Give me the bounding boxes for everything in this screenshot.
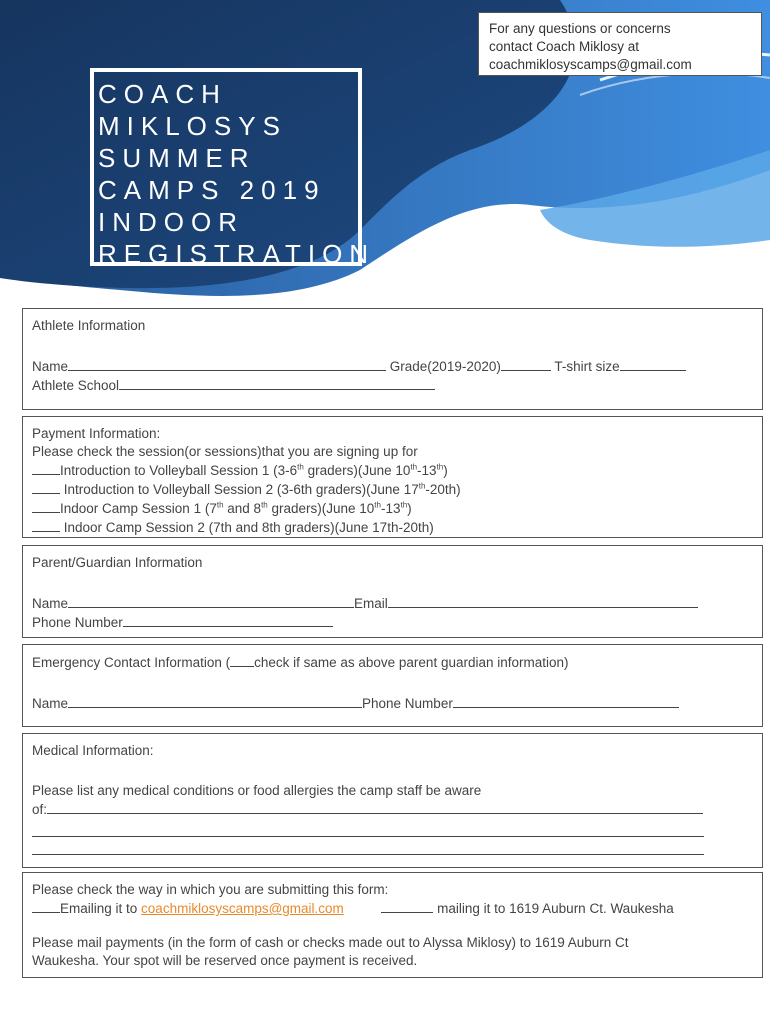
parent-phone-label: Phone Number: [32, 615, 123, 630]
page-title: [90, 68, 376, 269]
title-line-6: REGISTRATION: [98, 239, 376, 269]
tshirt-label: T-shirt size: [554, 359, 620, 374]
same-as-parent-checkbox[interactable]: [230, 653, 254, 667]
athlete-name-label: Name: [32, 359, 69, 374]
title-line-4: CAMPS 2019: [98, 175, 326, 205]
grade-label: Grade(2019-2020): [389, 359, 501, 374]
contact-email: coachmiklosyscamps@gmail.com: [489, 57, 692, 72]
session-option-1[interactable]: Introduction to Volleyball Session 1 (3-6th graders)(June 10th-13th): [32, 461, 753, 480]
submission-section: [22, 872, 763, 978]
emergency-name-field[interactable]: [68, 694, 362, 708]
session-2-checkbox[interactable]: [32, 480, 60, 494]
session-1-checkbox[interactable]: [32, 461, 60, 475]
athlete-school-field[interactable]: [119, 376, 435, 390]
emergency-phone-label: Phone Number: [362, 696, 453, 711]
medical-field-line-2[interactable]: [32, 819, 704, 837]
email-option-checkbox[interactable]: [32, 899, 60, 913]
athlete-info-section: [22, 308, 763, 410]
contact-info-box: [478, 12, 762, 76]
tshirt-field[interactable]: [620, 357, 686, 371]
email-link[interactable]: coachmiklosyscamps@gmail.com: [141, 901, 344, 916]
parent-email-label: Email: [354, 596, 388, 611]
athlete-heading: Athlete Information: [32, 318, 146, 333]
title-line-3: SUMMER: [98, 143, 256, 173]
parent-email-field[interactable]: [388, 594, 698, 608]
parent-heading: Parent/Guardian Information: [32, 555, 203, 570]
contact-line-2: contact Coach Miklosy at: [489, 39, 640, 54]
session-option-4[interactable]: Indoor Camp Session 2 (7th and 8th graders)(June 17th-20th): [32, 518, 753, 537]
emergency-contact-section: [22, 644, 763, 727]
parent-name-label: Name: [32, 596, 69, 611]
parent-name-field[interactable]: [68, 594, 354, 608]
email-option-label: Emailing it to: [60, 901, 142, 916]
payment-info-section: [22, 416, 763, 538]
session-option-2[interactable]: Introduction to Volleyball Session 2 (3-6th graders)(June 17th-20th): [32, 480, 753, 499]
medical-field-line-3[interactable]: [32, 837, 704, 855]
parent-phone-field[interactable]: [123, 613, 333, 627]
emergency-heading: Emergency Contact Information (: [32, 655, 231, 670]
mail-option-checkbox[interactable]: [381, 899, 433, 913]
payment-note-line-1: Please mail payments (in the form of cash or checks made out to Alyssa Miklosy) to 1619 Auburn Ct: [32, 935, 629, 950]
contact-line-1: For any questions or concerns: [489, 21, 671, 36]
session-4-checkbox[interactable]: [32, 518, 60, 532]
submit-instruction: Please check the way in which you are submitting this form:: [32, 882, 389, 897]
payment-note-line-2: Waukesha. Your spot will be reserved once payment is received.: [32, 953, 418, 968]
title-line-1: COACH: [98, 79, 227, 109]
emergency-phone-field[interactable]: [453, 694, 679, 708]
medical-prompt-end: of:: [32, 802, 48, 817]
grade-field[interactable]: [501, 357, 551, 371]
athlete-name-field[interactable]: [68, 357, 386, 371]
title-line-5: INDOOR: [98, 207, 244, 237]
payment-instruction: Please check the session(or sessions)that you are signing up for: [32, 444, 418, 459]
session-3-checkbox[interactable]: [32, 499, 60, 513]
session-option-3[interactable]: Indoor Camp Session 1 (7th and 8th graders)(June 10th-13th): [32, 499, 753, 518]
emergency-heading-note: check if same as above parent guardian information): [254, 655, 569, 670]
payment-heading: Payment Information:: [32, 426, 161, 441]
medical-info-section: [22, 733, 763, 868]
medical-prompt: Please list any medical conditions or food allergies the camp staff be aware: [32, 783, 482, 798]
parent-info-section: [22, 545, 763, 638]
emergency-name-label: Name: [32, 696, 69, 711]
athlete-school-label: Athlete School: [32, 378, 120, 393]
medical-field-line-1[interactable]: [47, 800, 703, 814]
title-line-2: MIKLOSYS: [98, 111, 287, 141]
mail-option-label: mailing it to 1619 Auburn Ct. Waukesha: [433, 901, 674, 916]
medical-heading: Medical Information:: [32, 743, 154, 758]
